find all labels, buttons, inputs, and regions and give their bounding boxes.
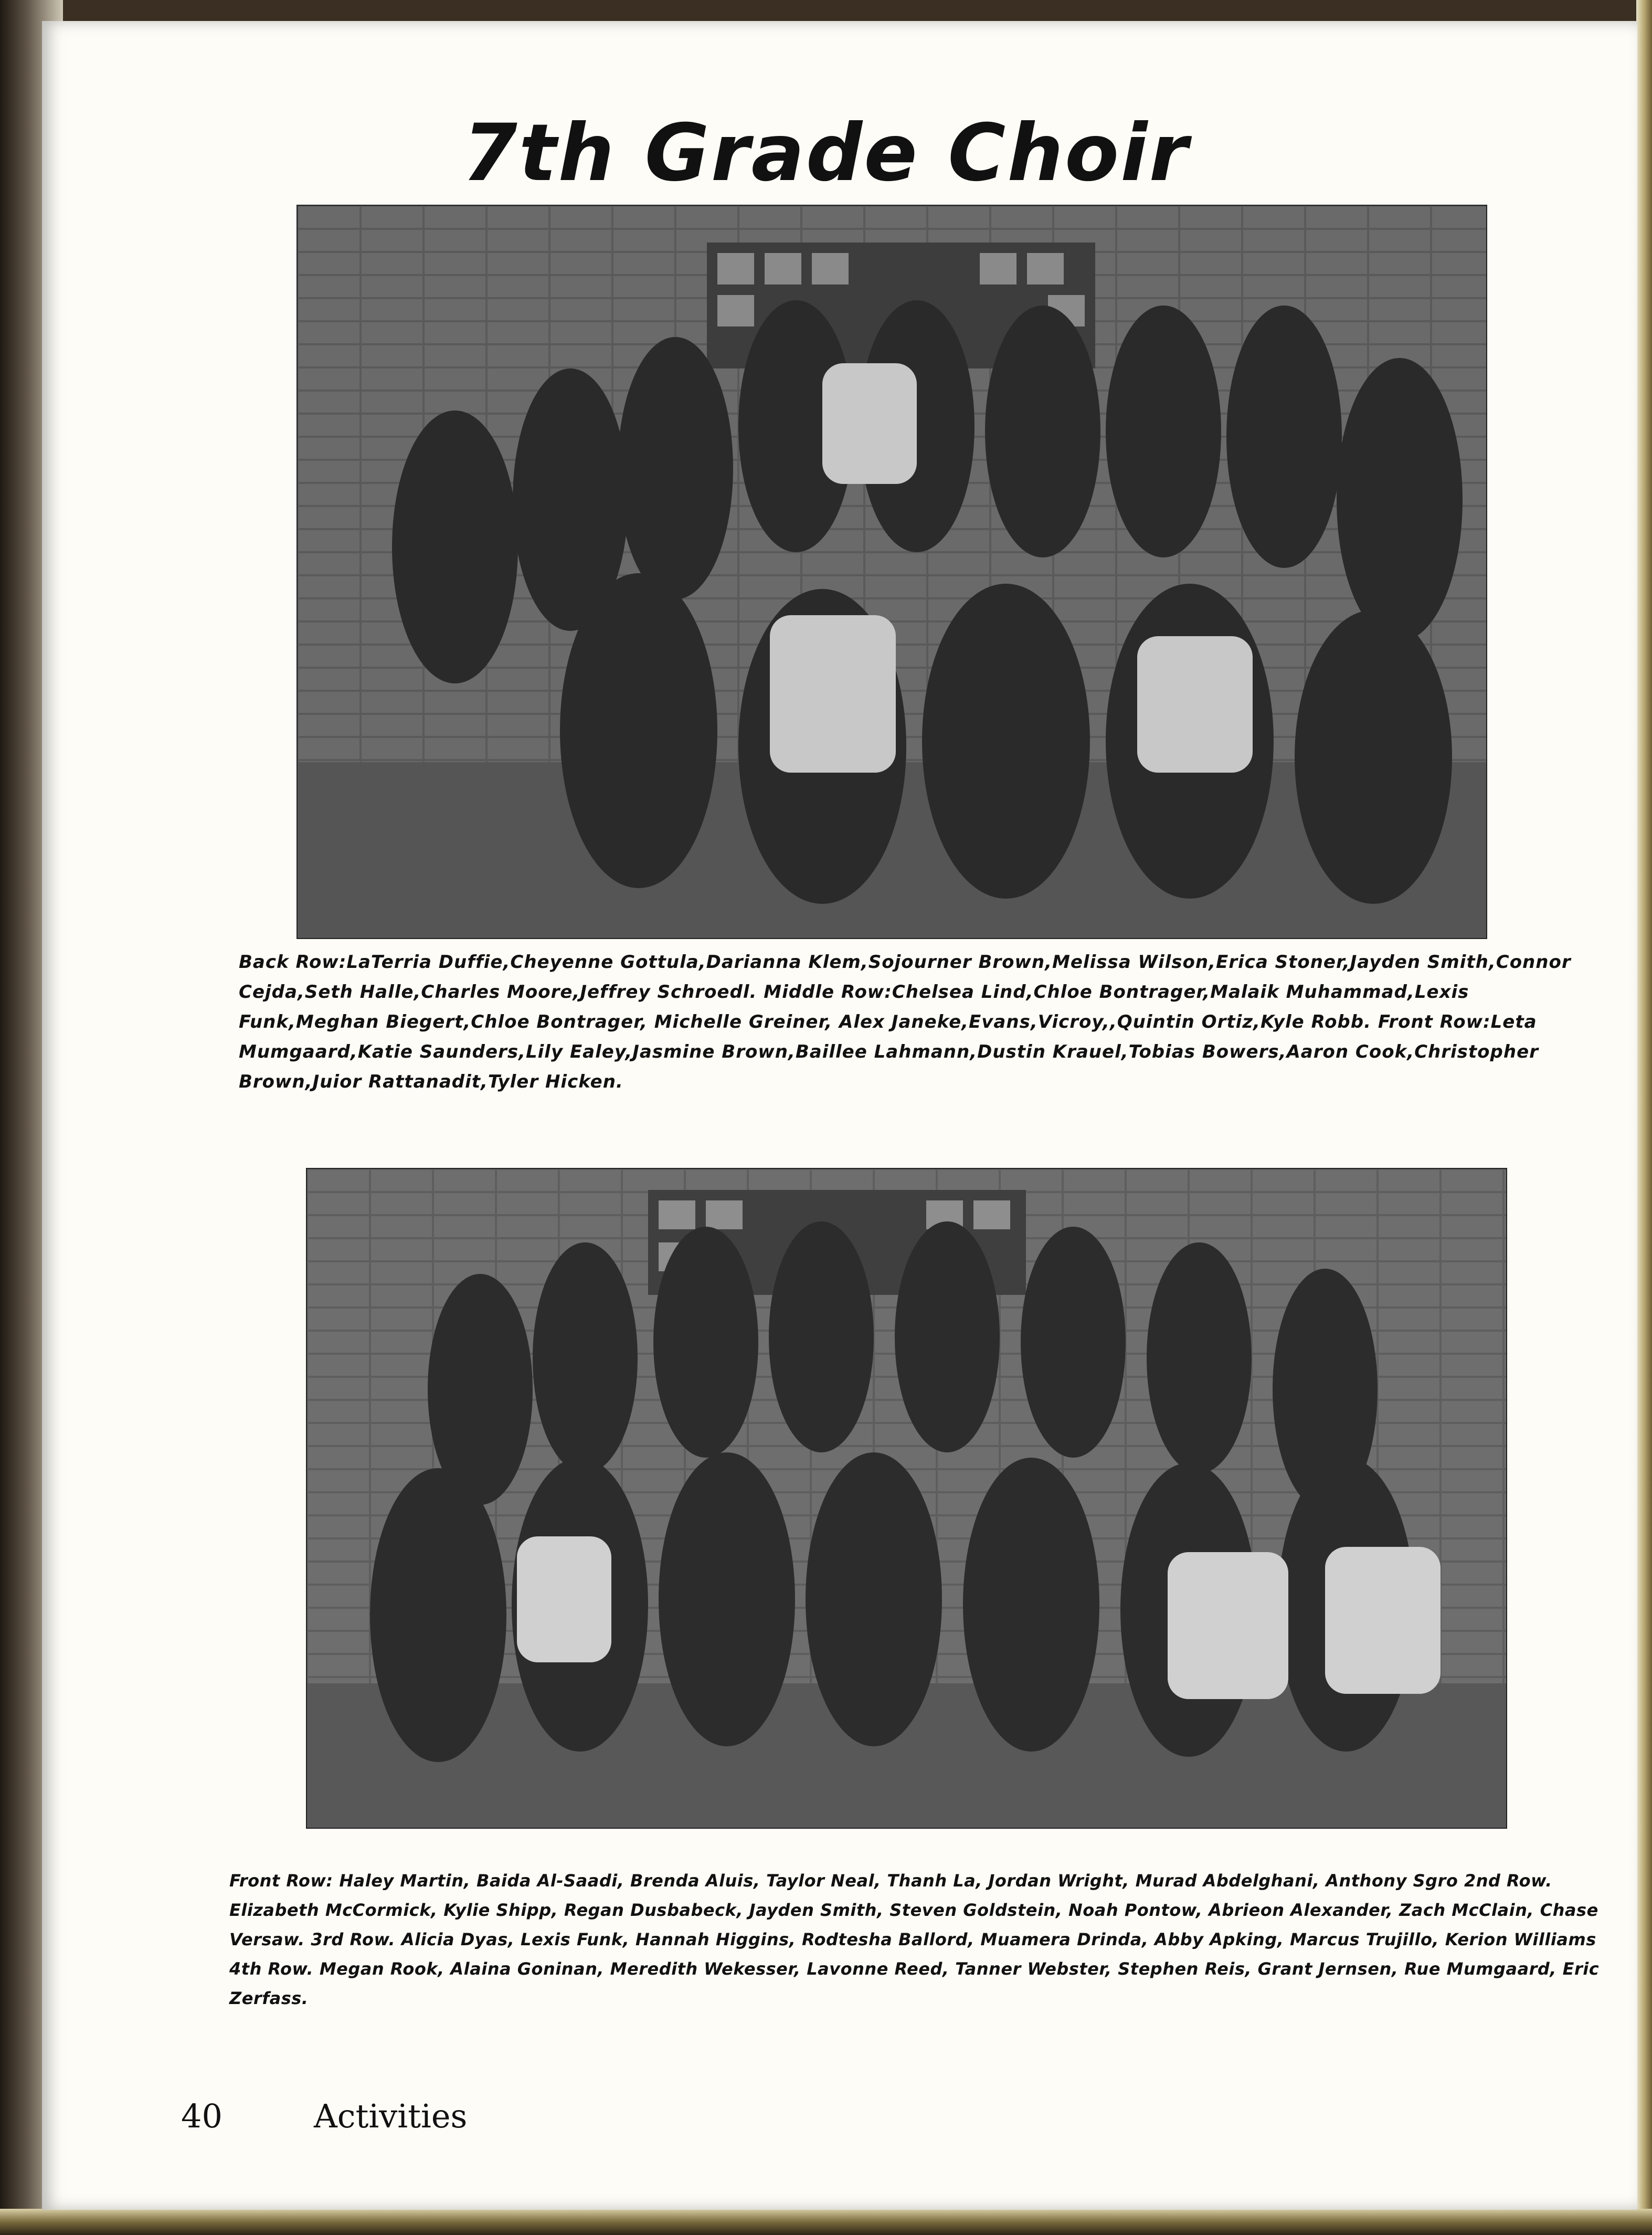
photo-1-caption: Back Row:LaTerria Duffie,Cheyenne Gottula,Darianna Klem,Sojourner Brown,Melissa Wilson,Erica Stoner,Jayden Smith,Connor Cejda,Seth Halle,Charles Moore,Jeffrey Schroedl. Middle Row:Chelsea Lind,Chloe Bontrager,Malaik Muhammad,Lexis Funk,Meghan Biegert,Chloe Bontrager, Michelle Greiner, Alex Janeke,Evans,Vicroy,,Quintin Ortiz,Kyle Robb. Front Row:Leta Mumgaard,Katie Saunders,Lily Ealey,Jasmine Brown,Baillee Lahmann,Dustin Krauel,Tobias Bowers,Aaron Cook,Christopher Brown,Juior Rattanadit,Tyler Hicken. [239, 952, 1571, 1092]
page-edge-right [1636, 0, 1652, 2235]
group-photo-2 [306, 1168, 1507, 1829]
section-name: Activities [314, 2097, 468, 2135]
page-number: 40 [181, 2097, 223, 2135]
page-title: 7th Grade Choir [462, 108, 1190, 199]
group-photo-2-image [307, 1169, 1506, 1828]
group-photo-1 [296, 205, 1487, 939]
photo-2-caption: Front Row: Haley Martin, Baida Al-Saadi, Brenda Aluis, Taylor Neal, Thanh La, Jordan Wright, Murad Abdelghani, Anthony Sgro 2nd Row. Elizabeth McCormick, Kylie Shipp, Regan Dusbabeck, Jayden Smith, Steven Goldstein, Noah Pontow, Abrieon Alexander, Zach McClain, Chase Versaw. 3rd Row. Alicia Dyas, Lexis Funk, Hannah Higgins, Rodtesha Ballord, Muamera Drinda, Abby Apking, Marcus Trujillo, Kerion Williams 4th Row. Megan Rook, Alaina Goninan, Meredith Wekesser, Lavonne Reed, Tanner Webster, Stephen Reis, Grant Jernsen, Rue Mumgaard, Eric Zerfass. [229, 1871, 1600, 2008]
group-photo-1-image [298, 206, 1486, 938]
page-edge-bottom [0, 2209, 1652, 2235]
